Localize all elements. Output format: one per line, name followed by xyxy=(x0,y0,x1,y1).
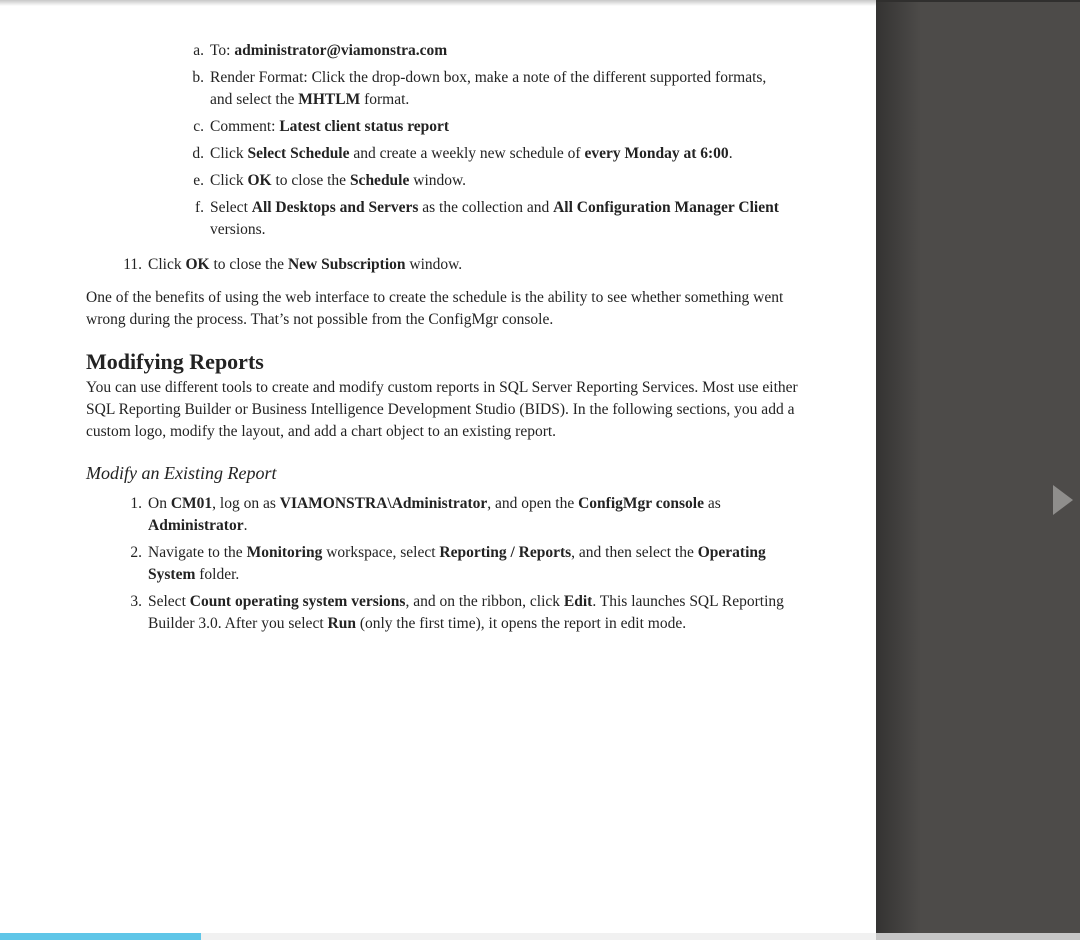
list-marker: a. xyxy=(193,42,204,59)
list-item xyxy=(86,254,798,276)
numbered-step-list xyxy=(86,493,798,640)
list-item xyxy=(86,591,798,635)
list-text: Click OK to close the New Subscription window. xyxy=(148,256,463,273)
list-marker: 3. xyxy=(130,593,142,610)
paragraph-web-interface-benefits: One of the benefits of using the web interface to create the schedule is the ability to see whether something went wrong during the process. That’s not possible from the ConfigMgr console. xyxy=(86,289,784,328)
list-marker: b. xyxy=(192,69,204,86)
lettered-substep-list xyxy=(86,40,798,246)
list-item xyxy=(86,67,798,111)
list-item xyxy=(86,197,798,241)
list-text: Navigate to the Monitoring workspace, select Reporting / Reports, and then select the Operating System folder. xyxy=(148,544,766,583)
list-text: On CM01, log on as VIAMONSTRA\Administrator, and open the ConfigMgr console as Administrator. xyxy=(148,495,721,534)
list-marker: f. xyxy=(194,199,204,216)
list-marker: 2. xyxy=(130,544,142,561)
list-text: Select All Desktops and Servers as the collection and All Configuration Manager Client versions. xyxy=(210,199,779,238)
list-text: Comment: Latest client status report xyxy=(210,118,450,135)
reading-progress-bar[interactable] xyxy=(0,933,201,940)
numbered-item-11 xyxy=(86,254,798,281)
list-marker: 11. xyxy=(123,256,142,273)
list-marker: d. xyxy=(192,145,204,162)
list-item xyxy=(86,542,798,586)
list-item xyxy=(86,493,798,537)
reader-right-panel xyxy=(876,0,1080,933)
list-marker: 1. xyxy=(130,495,142,512)
list-item xyxy=(86,143,798,165)
list-text: Click OK to close the Schedule window. xyxy=(210,172,467,189)
section-heading: Modifying Reports xyxy=(86,349,264,374)
list-item xyxy=(86,116,798,138)
list-marker: c. xyxy=(193,118,204,135)
sidebar-bottom-strip xyxy=(876,933,1080,940)
list-item xyxy=(86,40,798,62)
list-marker: e. xyxy=(193,172,204,189)
list-text: Click Select Schedule and create a weekly new schedule of every Monday at 6:00. xyxy=(210,145,733,162)
list-text: To: administrator@viamonstra.com xyxy=(210,42,448,59)
subsection-heading: Modify an Existing Report xyxy=(86,463,277,483)
list-text: Select Count operating system versions, and on the ribbon, click Edit. This launches SQL Reporting Builder 3.0. After you select Run (only the first time), it opens the report in edit mode. xyxy=(148,593,784,632)
progress-bar-region xyxy=(0,933,1080,940)
paragraph-modifying-tools: You can use different tools to create and modify custom reports in SQL Server Reporting Services. Most use either SQL Reporting Builder or Business Intelligence Development Studio (BIDS). In the following sections, you add a custom logo, modify the layout, and add a chart object to an existing report. xyxy=(86,379,798,440)
page-content xyxy=(86,40,798,640)
list-text: Render Format: Click the drop-down box, make a note of the different supported formats, and select the MHTLM format. xyxy=(210,69,767,108)
list-item xyxy=(86,170,798,192)
page-top-shadow xyxy=(0,0,876,6)
next-page-arrow-icon[interactable] xyxy=(1053,485,1073,515)
